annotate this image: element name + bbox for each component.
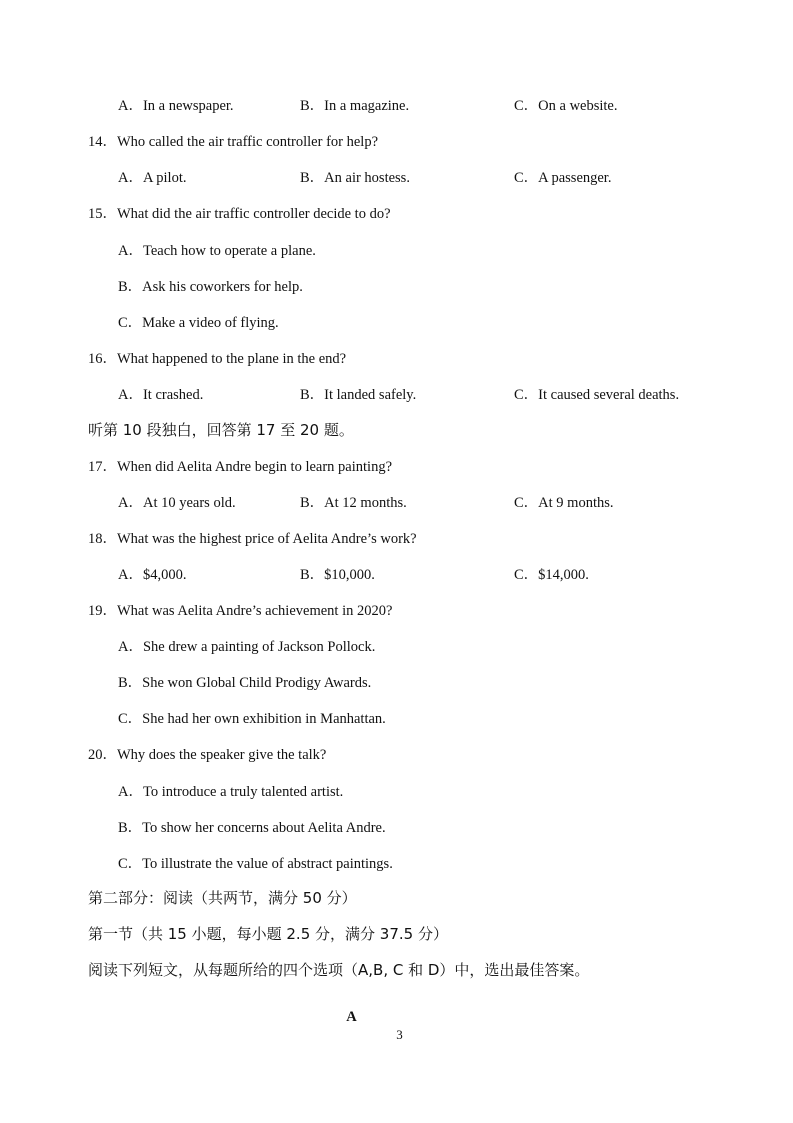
- reading-instruction: 阅读下列短文，从每题所给的四个选项（A,B, C 和 D）中，选出最佳答案。: [88, 961, 590, 979]
- q16-option-b: B．It landed safely.: [300, 387, 417, 403]
- q14-option-b: B．An air hostess.: [300, 170, 410, 186]
- q16-option-a: A．It crashed.: [118, 387, 204, 403]
- q18-option-a: A．$4,000.: [118, 567, 187, 583]
- q13-option-c: C．On a website.: [514, 98, 618, 114]
- passage-label: A: [346, 1009, 357, 1025]
- q20-option-c: C．To illustrate the value of abstract paintings.: [118, 856, 393, 872]
- section-1-heading: 第一节（共 15 小题，每小题 2.5 分，满分 37.5 分）: [88, 925, 448, 943]
- q17-option-a: A．At 10 years old.: [118, 495, 236, 511]
- q19-option-b: B．She won Global Child Prodigy Awards.: [118, 675, 372, 691]
- q16-option-c: C．It caused several deaths.: [514, 387, 680, 403]
- page-number: 3: [396, 1027, 403, 1042]
- question-18: 18．What was the highest price of Aelita Andre’s work?: [88, 531, 417, 547]
- q20-option-b: B．To show her concerns about Aelita Andre.: [118, 820, 386, 836]
- q19-option-a: A．She drew a painting of Jackson Pollock.: [118, 639, 376, 655]
- q19-option-c: C．She had her own exhibition in Manhattan.: [118, 711, 386, 727]
- q18-option-c: C．$14,000.: [514, 567, 589, 583]
- q17-option-c: C．At 9 months.: [514, 495, 614, 511]
- q13-option-b: B．In a magazine.: [300, 98, 410, 114]
- question-15: 15．What did the air traffic controller decide to do?: [88, 206, 391, 222]
- part-2-heading: 第二部分：阅读（共两节，满分 50 分）: [88, 889, 357, 907]
- question-14: 14．Who called the air traffic controller for help?: [88, 134, 379, 150]
- question-17: 17．When did Aelita Andre begin to learn painting?: [88, 459, 393, 475]
- q20-option-a: A．To introduce a truly talented artist.: [118, 784, 344, 800]
- question-16: 16．What happened to the plane in the end?: [88, 351, 347, 367]
- question-19: 19．What was Aelita Andre’s achievement in 2020?: [88, 603, 393, 619]
- section-10-instruction: 听第 10 段独白，回答第 17 至 20 题。: [88, 421, 354, 439]
- question-20: 20．Why does the speaker give the talk?: [88, 747, 327, 763]
- q15-option-b: B．Ask his coworkers for help.: [118, 279, 303, 295]
- q17-option-b: B．At 12 months.: [300, 495, 407, 511]
- q15-option-c: C．Make a video of flying.: [118, 315, 279, 331]
- q15-option-a: A．Teach how to operate a plane.: [118, 243, 316, 259]
- q14-option-a: A．A pilot.: [118, 170, 187, 186]
- q13-option-a: A．In a newspaper.: [118, 98, 234, 114]
- q14-option-c: C．A passenger.: [514, 170, 612, 186]
- q18-option-b: B．$10,000.: [300, 567, 375, 583]
